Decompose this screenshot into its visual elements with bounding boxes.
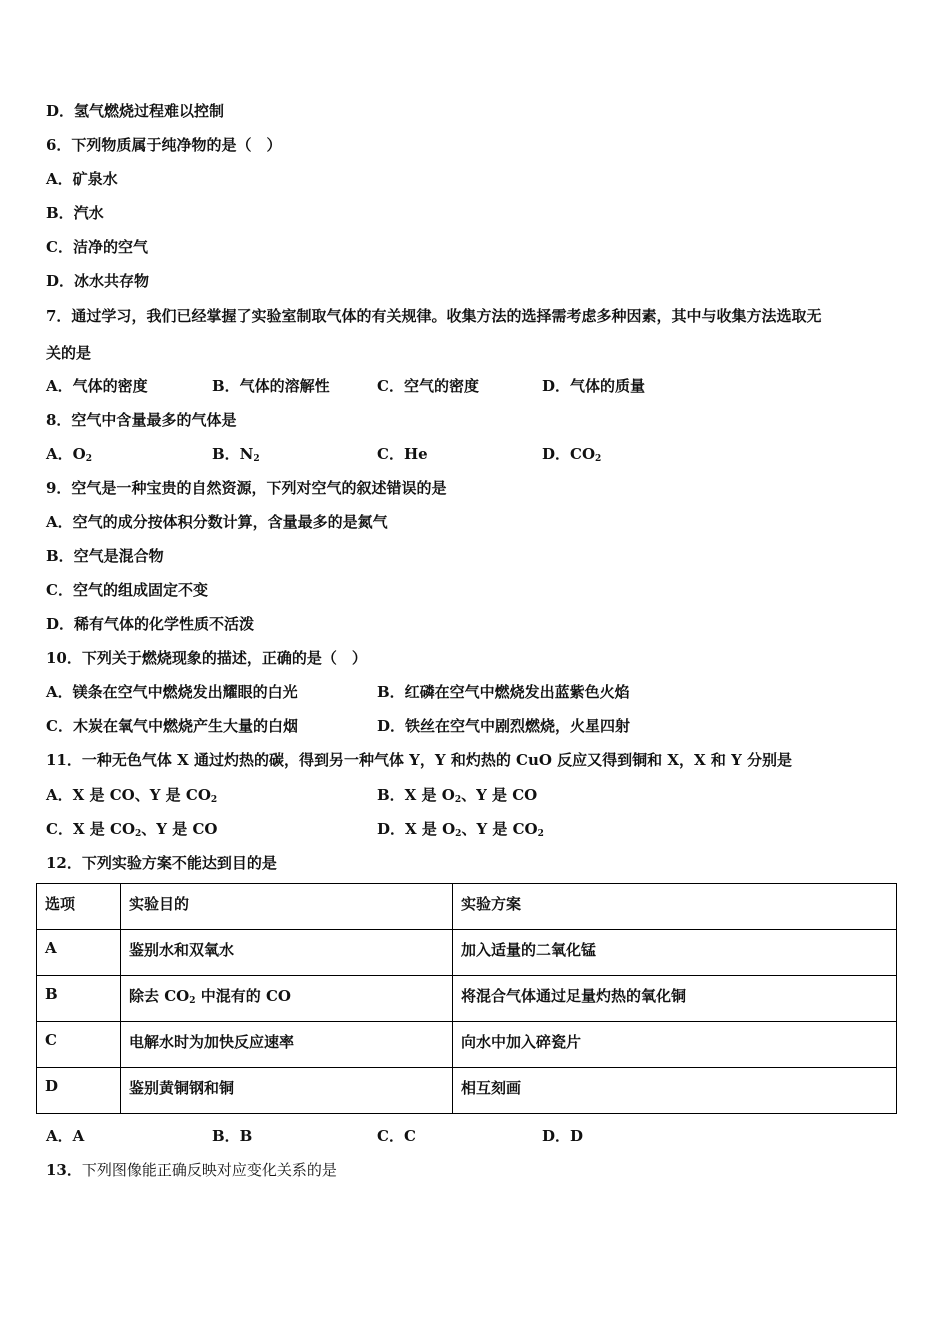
q9-option-c: C．空气的组成固定不变 <box>46 581 208 599</box>
q8-option-c: C．He <box>377 445 428 463</box>
q11-stem: 11．一种无色气体 X 通过灼热的碳，得到另一种气体 Y，Y 和灼热的 CuO 反应又得到铜和 X，X 和 Y 分别是 <box>46 751 793 769</box>
row-plan: 相互刻画 <box>453 1068 897 1114</box>
table-row <box>37 1068 897 1114</box>
q7-option-a: A．气体的密度 <box>46 377 148 395</box>
q10-option-a: A．镁条在空气中燃烧发出耀眼的白光 <box>46 683 298 701</box>
header-option: 选项 <box>37 884 121 930</box>
header-goal: 实验目的 <box>121 884 453 930</box>
row-option: A <box>37 930 121 976</box>
q12-option-d: D．D <box>542 1127 584 1145</box>
q7-option-b: B．气体的溶解性 <box>212 377 330 395</box>
experiment-table <box>36 883 897 1114</box>
q10-option-b: B．红磷在空气中燃烧发出蓝紫色火焰 <box>377 683 630 701</box>
q5-option-d: D．氢气燃烧过程难以控制 <box>46 102 225 120</box>
q12-option-c: C．C <box>377 1127 416 1145</box>
row-goal: 除去 $CO_2$ 中混有的 CO <box>121 976 453 1022</box>
q11-option-d: D．X 是 $O_2$、Y 是 $CO_2$ <box>377 820 544 839</box>
q8-option-d: D．$CO_2$ <box>542 445 602 464</box>
row-goal: 鉴别黄铜钢和铜 <box>121 1068 453 1114</box>
q8-stem: 8．空气中含量最多的气体是 <box>46 411 237 429</box>
row-plan: 加入适量的二氧化锰 <box>453 930 897 976</box>
row-goal: 电解水时为加快反应速率 <box>121 1022 453 1068</box>
q10-stem: 10．下列关于燃烧现象的描述，正确的是（ ） <box>46 649 367 667</box>
q8-option-a: A．$O_2$ <box>46 445 92 464</box>
q12-option-a: A．A <box>46 1127 85 1145</box>
table-row <box>37 976 897 1022</box>
q9-option-d: D．稀有气体的化学性质不活泼 <box>46 615 255 633</box>
q7-option-c: C．空气的密度 <box>377 377 479 395</box>
q10-option-c: C．木炭在氧气中燃烧产生大量的白烟 <box>46 717 298 735</box>
q6-option-b: B．汽水 <box>46 204 104 222</box>
q11-option-b: B．X 是 $O_2$、Y 是 CO <box>377 786 538 805</box>
table-header-row <box>37 884 897 930</box>
q7-stem-line1: 7．通过学习，我们已经掌握了实验室制取气体的有关规律。收集方法的选择需考虑多种因素，其中与收集方法选取无 <box>46 307 822 325</box>
q6-option-a: A．矿泉水 <box>46 170 118 188</box>
q11-option-a: A．X 是 CO、Y 是 $CO_2$ <box>46 786 218 805</box>
q12-stem: 12．下列实验方案不能达到目的是 <box>46 854 277 872</box>
q12-option-b: B．B <box>212 1127 253 1145</box>
row-option: C <box>37 1022 121 1068</box>
q13-stem: 13．下列图像能正确反映对应变化关系的是 <box>46 1161 337 1179</box>
q6-option-d: D．冰水共存物 <box>46 272 150 290</box>
q8-option-b: B．$N_2$ <box>212 445 260 464</box>
q10-option-d: D．铁丝在空气中剧烈燃烧，火星四射 <box>377 717 631 735</box>
q7-stem-line2: 关的是 <box>46 344 92 362</box>
table-row <box>37 1022 897 1068</box>
table-row <box>37 930 897 976</box>
q7-option-d: D．气体的质量 <box>542 377 646 395</box>
row-plan: 将混合气体通过足量灼热的氧化铜 <box>453 976 897 1022</box>
row-plan: 向水中加入碎瓷片 <box>453 1022 897 1068</box>
q9-stem: 9．空气是一种宝贵的自然资源，下列对空气的叙述错误的是 <box>46 479 447 497</box>
q6-stem: 6．下列物质属于纯净物的是（ ） <box>46 136 282 154</box>
q9-option-b: B．空气是混合物 <box>46 547 164 565</box>
header-plan: 实验方案 <box>453 884 897 930</box>
q9-option-a: A．空气的成分按体积分数计算，含量最多的是氮气 <box>46 513 388 531</box>
row-goal: 鉴别水和双氧水 <box>121 930 453 976</box>
q6-option-c: C．洁净的空气 <box>46 238 148 256</box>
row-option: B <box>37 976 121 1022</box>
q11-option-c: C．X 是 $CO_2$、Y 是 CO <box>46 820 218 839</box>
row-option: D <box>37 1068 121 1114</box>
